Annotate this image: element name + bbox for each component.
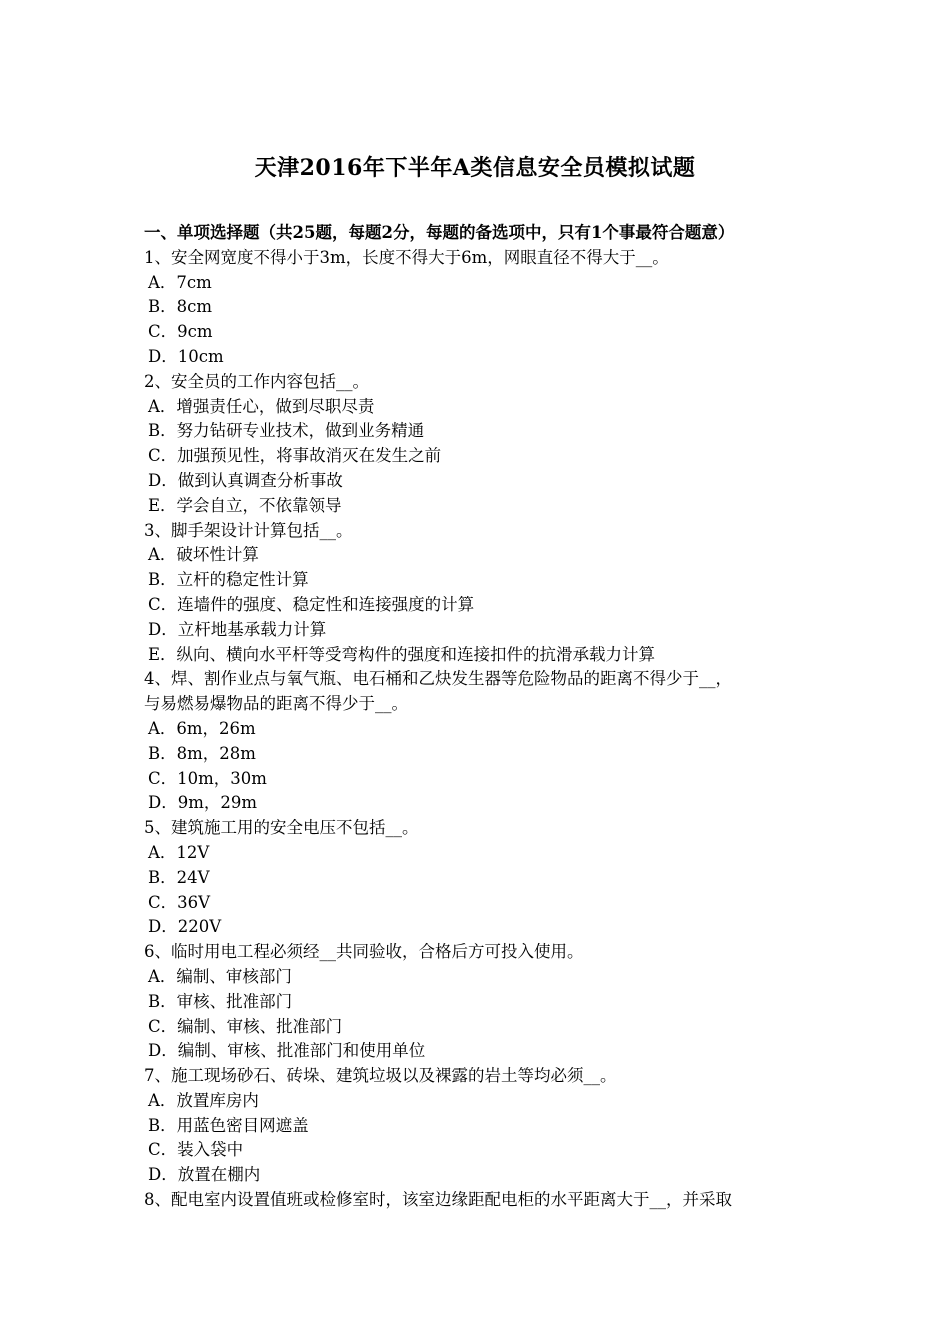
option-4a: A．6m，26m: [148, 718, 256, 738]
option-7b: B．用蓝色密目网遮盖: [148, 1115, 309, 1135]
option-7c: C．装入袋中: [148, 1140, 244, 1160]
option-6a: A．编制、审核部门: [148, 966, 292, 986]
option-6b: B．审核、批准部门: [148, 991, 293, 1011]
option-1c: C．9cm: [148, 322, 213, 342]
question-4: 4、焊、割作业点与氧气瓶、电石桶和乙炔发生器等危险物品的距离不得少于__，: [144, 669, 732, 689]
option-2e: E．学会自立，不依靠领导: [148, 495, 342, 515]
option-5a: A．12V: [148, 842, 210, 862]
question-1: 1、安全网宽度不得小于3m，长度不得大于6m，网眼直径不得大于__。: [144, 247, 669, 267]
option-7a: A．放置库房内: [148, 1090, 259, 1110]
option-2c: C．加强预见性，将事故消灭在发生之前: [148, 446, 442, 466]
option-5d: D．220V: [148, 917, 222, 937]
question-2: 2、安全员的工作内容包括__。: [144, 371, 369, 391]
option-6d: D．编制、审核、批准部门和使用单位: [148, 1041, 426, 1061]
question-4-continued: 与易燃易爆物品的距离不得少于__。: [144, 694, 408, 714]
section-heading: 一、单项选择题（共25题，每题2分，每题的备选项中，只有1个事最符合题意）: [144, 223, 735, 242]
option-2a: A．增强责任心，做到尽职尽责: [148, 396, 375, 416]
option-7d: D．放置在棚内: [148, 1165, 261, 1185]
exam-content: [144, 221, 824, 1213]
option-5c: C．36V: [148, 892, 211, 912]
option-4d: D．9m，29m: [148, 793, 258, 813]
option-3c: C．连墙件的强度、稳定性和连接强度的计算: [148, 594, 475, 614]
option-6c: C．编制、审核、批准部门: [148, 1016, 343, 1036]
question-5: 5、建筑施工用的安全电压不包括__。: [144, 818, 419, 838]
question-8: 8、配电室内设置值班或检修室时，该室边缘距配电柜的水平距离大于__，并采取: [144, 1190, 732, 1210]
option-3a: A．破坏性计算: [148, 545, 259, 565]
option-4b: B．8m，28m: [148, 743, 256, 763]
option-1a: A．7cm: [148, 272, 212, 292]
option-1d: D．10cm: [148, 346, 224, 366]
page-title: 天津2016年下半年A类信息安全员模拟试题: [254, 155, 696, 181]
option-2b: B．努力钻研专业技术，做到业务精通: [148, 421, 425, 441]
question-6: 6、临时用电工程必须经__共同验收，合格后方可投入使用。: [144, 942, 584, 962]
option-2d: D．做到认真调查分析事故: [148, 470, 343, 490]
option-3d: D．立杆地基承载力计算: [148, 619, 327, 639]
question-3: 3、脚手架设计计算包括__。: [144, 520, 353, 540]
option-3e: E．纵向、横向水平杆等受弯构件的强度和连接扣件的抗滑承载力计算: [148, 644, 656, 664]
option-4c: C．10m，30m: [148, 768, 267, 788]
option-3b: B．立杆的稳定性计算: [148, 570, 309, 590]
question-7: 7、施工现场砂石、砖垛、建筑垃圾以及裸露的岩土等均必须__。: [144, 1066, 617, 1086]
option-1b: B．8cm: [148, 297, 213, 317]
option-5b: B．24V: [148, 867, 210, 887]
